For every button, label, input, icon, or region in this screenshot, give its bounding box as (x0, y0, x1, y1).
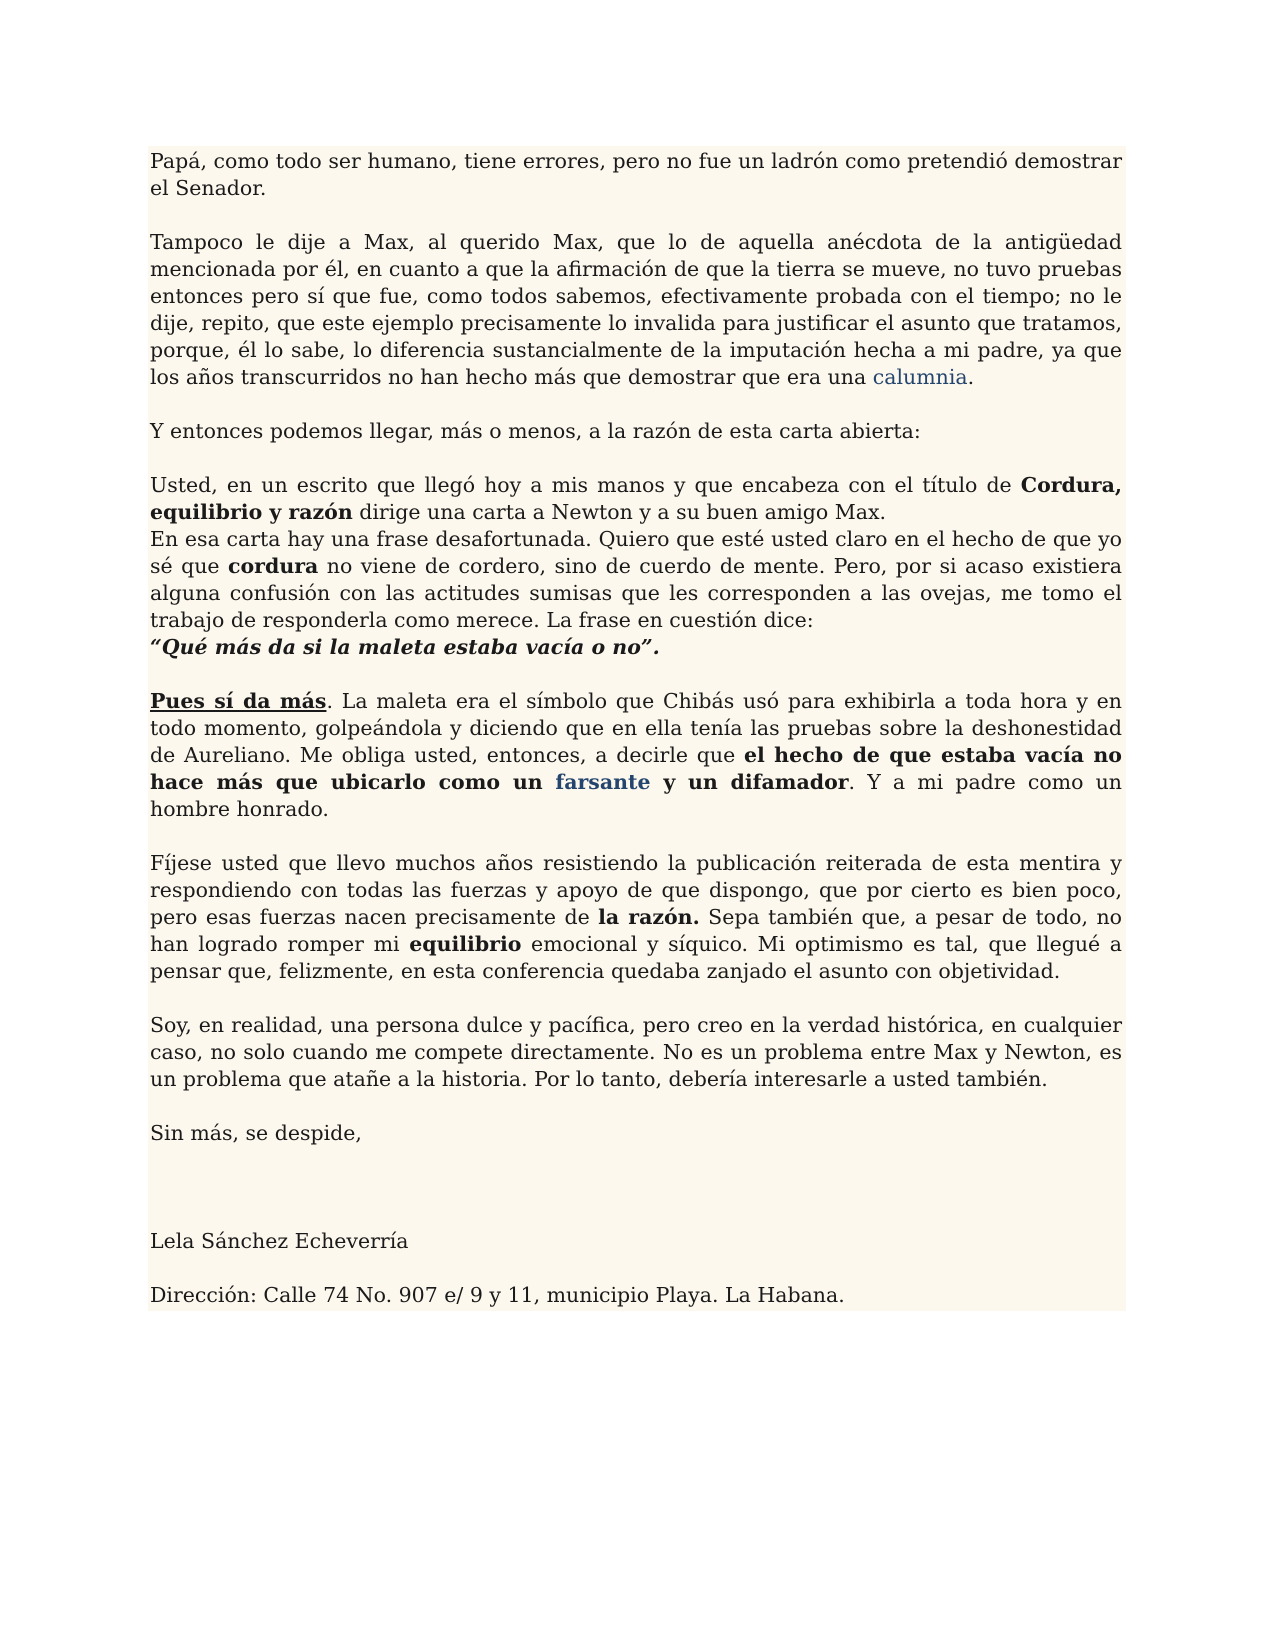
paragraph-4 (150, 472, 1122, 526)
paragraph-5-end: no viene de cordero, sino de cuerdo de mente. Pero, por si acaso existiera alguna confusión con las actitudes sumisas que les corresponden a las ovejas, me tomo el trabajo de responderla como merece. La frase en cuestión dice: (150, 554, 1122, 632)
farsante-link[interactable]: farsante (555, 770, 651, 794)
paragraph-3: Y entonces podemos llegar, más o menos, a la razón de esta carta abierta: (150, 419, 921, 443)
paragraph-9: Soy, en realidad, una persona dulce y pacífica, pero creo en la verdad histórica, en cualquier caso, no solo cuando me compete directamente. No es un problema entre Max y Newton, es un problema que atañe a la historia. Por lo tanto, debería interesarle a usted también. (150, 1013, 1122, 1091)
paragraph-2-end: . (967, 365, 975, 389)
pues-si-da-mas: Pues sí da más (150, 689, 327, 713)
paragraph-2 (150, 229, 1122, 391)
paragraph-5-text: En esa carta hay una frase desafortunada. Quiero que esté usted claro en el hecho de que yo sé que (150, 527, 1122, 578)
word-la-razon: la razón. (598, 905, 700, 929)
paragraph-4-end: dirige una carta a Newton y a su buen amigo Max. (352, 500, 887, 524)
calumnia-link[interactable]: calumnia (872, 365, 968, 389)
paragraph-4-text: Usted, en un escrito que llegó hoy a mis manos y que encabeza con el título de (150, 473, 1021, 497)
paragraph-1: Papá, como todo ser humano, tiene errores, pero no fue un ladrón como pretendió demostrar el Senador. (150, 149, 1122, 200)
quoted-phrase: “Qué más da si la maleta estaba vacía o no”. (150, 635, 660, 659)
paragraph-7-bold-end: y un difamador (650, 770, 849, 794)
signature: Lela Sánchez Echeverría (150, 1229, 409, 1253)
signature-spacer (150, 1147, 1122, 1228)
word-cordura: cordura (228, 554, 319, 578)
word-equilibrio: equilibrio (409, 932, 522, 956)
paragraph-8-middle: Sepa también que, a pesar de todo, no han logrado romper mi (150, 905, 1122, 956)
address: Dirección: Calle 74 No. 907 e/ 9 y 11, municipio Playa. La Habana. (150, 1283, 845, 1307)
closing: Sin más, se despide, (150, 1121, 362, 1145)
title-cordura-equilibrio-razon: Cordura, equilibrio y razón (150, 473, 1122, 524)
paragraph-8 (150, 850, 1122, 985)
paragraph-5 (150, 526, 1122, 634)
paragraph-7-text: . La maleta era el símbolo que Chibás usó para exhibirla a toda hora y en todo momento, golpeándola y diciendo que en ella tenía las pruebas sobre la deshonestidad de Aureliano. Me obliga usted, entonces, a decirle que (150, 689, 1122, 767)
paragraph-8-text: Fíjese usted que llevo muchos años resistiendo la publicación reiterada de esta mentira y respondiendo con todas las fuerzas y apoyo de que dispongo, que por cierto es bien poco, pero esas fuerzas nacen precisamente de (150, 851, 1122, 929)
paragraph-2-text: Tampoco le dije a Max, al querido Max, que lo de aquella anécdota de la antigüedad mencionada por él, en cuanto a que la afirmación de que la tierra se mueve, no tuvo pruebas entonces pero sí que fue, como todos sabemos, efectivamente probada con el tiempo; no le dije, repito, que este ejemplo precisamente lo invalida para justificar el asunto que tratamos, porque, él lo sabe, lo diferencia sustancialmente de la imputación hecha a mi padre, ya que los años transcurridos no han hecho más que demostrar que era una (150, 230, 1122, 389)
paragraph-7-end: . Y a mi padre como un hombre honrado. (150, 770, 1123, 821)
paragraph-8-end: emocional y síquico. Mi optimismo es tal, que llegué a pensar que, felizmente, en esta conferencia quedaba zanjado el asunto con objetividad. (150, 932, 1122, 983)
paragraph-7-bold: el hecho de que estaba vacía no hace más que ubicarlo como un (150, 743, 1122, 794)
paragraph-7 (150, 688, 1122, 823)
letter-body (148, 146, 1126, 1311)
